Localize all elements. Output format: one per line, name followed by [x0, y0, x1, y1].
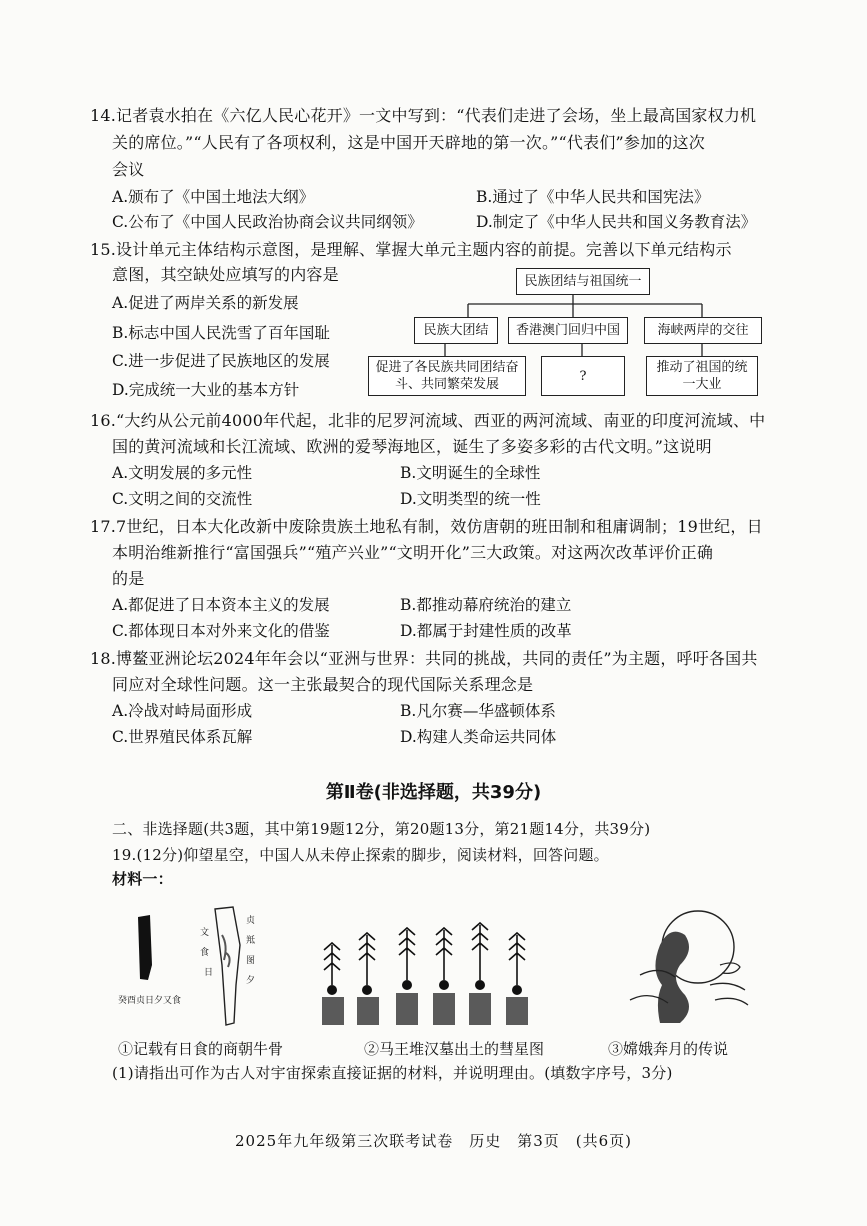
diagram-branch-1: 民族大团结: [414, 317, 498, 344]
oracle-bone-image: [118, 905, 268, 1030]
svg-text:文: 文: [200, 928, 210, 938]
q15-stem-line-1: 15.设计单元主体结构示意图，是理解、掌握大单元主题内容的前提。完善以下单元结构示: [90, 240, 732, 259]
q14-option-b[interactable]: B.通过了《中华人民共和国宪法》: [476, 188, 710, 206]
caption-oracle-bone: ①记载有日食的商朝牛骨: [118, 1040, 284, 1058]
svg-text:羝: 羝: [246, 936, 256, 946]
q17-stem-line-1: 17.7世纪，日本大化改新中废除贵族土地私有制，效仿唐朝的班田制和租庸调制；19世纪，日: [90, 517, 763, 536]
q18-option-d[interactable]: D.构建人类命运共同体: [400, 728, 557, 746]
svg-text:癸酉贞日夕又食: 癸酉贞日夕又食: [118, 996, 182, 1006]
diagram-branch-2: 香港澳门回归中国: [508, 317, 628, 344]
q18-option-b[interactable]: B.凡尔赛—华盛顿体系: [400, 702, 556, 720]
svg-text:食: 食: [200, 948, 210, 958]
caption-change: ③嫦娥奔月的传说: [608, 1040, 729, 1058]
q18-stem-line-2: 同应对全球性问题。这一主张最契合的现代国际关系理念是: [112, 675, 534, 694]
q16-option-c[interactable]: C.文明之间的交流性: [112, 490, 253, 508]
material-1-label: 材料一：: [112, 870, 173, 888]
q15-option-d[interactable]: D.完成统一大业的基本方针: [112, 381, 300, 399]
q15-stem-line-2: 意图，其空缺处应填写的内容是: [112, 265, 339, 284]
diagram-root-node: 民族团结与祖国统一: [516, 268, 650, 295]
q14-option-d[interactable]: D.制定了《中华人民共和国义务教育法》: [476, 213, 757, 231]
diagram-branch-3: 海峡两岸的交往: [644, 317, 762, 344]
diagram-leaf-2-blank: ?: [541, 356, 625, 396]
q17-stem-line-3: 的是: [112, 569, 145, 588]
diagram-leaf-1: 促进了各民族共同团结奋斗、共同繁荣发展: [368, 356, 526, 396]
q17-option-a[interactable]: A.都促进了日本资本主义的发展: [112, 596, 330, 614]
q14-stem-line-1: 14.记者袁水拍在《六亿人民心花开》一文中写到：“代表们走进了会场，坐上最高国家权力机: [90, 106, 757, 125]
page-footer: 2025年九年级第三次联考试卷 历史 第3页 (共6页): [235, 1132, 632, 1150]
q15-option-c[interactable]: C.进一步促进了民族地区的发展: [112, 352, 330, 370]
svg-text:夕: 夕: [246, 976, 256, 986]
q16-option-b[interactable]: B.文明诞生的全球性: [400, 464, 541, 482]
q14-stem-line-3: 会议: [112, 160, 145, 179]
q18-stem-line-1: 18.博鳌亚洲论坛2024年年会以“亚洲与世界：共同的挑战，共同的责任”为主题，呼吁各国共: [90, 649, 758, 668]
q17-stem-line-2: 本明治维新推行“富国强兵”“殖产兴业”“文明开化”三大政策。对这两次改革评价正确: [112, 543, 714, 562]
q14-option-c[interactable]: C.公布了《中国人民政治协商会议共同纲领》: [112, 213, 423, 231]
q17-option-d[interactable]: D.都属于封建性质的改革: [400, 622, 572, 640]
caption-comet-chart: ②马王堆汉墓出土的彗星图: [364, 1040, 545, 1058]
q16-option-d[interactable]: D.文明类型的统一性: [400, 490, 541, 508]
svg-text:日: 日: [204, 968, 214, 978]
q19-stem: 19.(12分)仰望星空，中国人从未停止探索的脚步，阅读材料，回答问题。: [112, 846, 609, 864]
change-moon-image: [600, 905, 750, 1030]
q18-option-c[interactable]: C.世界殖民体系瓦解: [112, 728, 253, 746]
q16-stem-line-2: 国的黄河流域和长江流域、欧洲的爱琴海地区，诞生了多姿多彩的古代文明。”这说明: [112, 437, 712, 456]
section-2-title: 第Ⅱ卷(非选择题，共39分): [325, 782, 542, 803]
q16-stem-line-1: 16.“大约从公元前4000年代起，北非的尼罗河流域、西亚的两河流域、南亚的印度河流域、中: [90, 411, 766, 430]
q17-option-b[interactable]: B.都推动幕府统治的建立: [400, 596, 572, 614]
section-2-heading: 二、非选择题(共3题，其中第19题12分，第20题13分，第21题14分，共39分): [112, 820, 651, 838]
q15-option-a[interactable]: A.促进了两岸关系的新发展: [112, 294, 299, 312]
diagram-leaf-3: 推动了祖国的统一大业: [646, 356, 758, 396]
q14-stem-line-2: 关的席位。”“人民有了各项权利，这是中国开天辟地的第一次。”“代表们”参加的这次: [112, 133, 705, 152]
svg-text:图: 图: [246, 956, 256, 966]
q18-option-a[interactable]: A.冷战对峙局面形成: [112, 702, 253, 720]
q15-option-b[interactable]: B.标志中国人民洗雪了百年国耻: [112, 324, 330, 342]
svg-text:贞: 贞: [246, 916, 256, 926]
q16-option-a[interactable]: A.文明发展的多元性: [112, 464, 253, 482]
q19-subquestion-1: (1)请指出可作为古人对宇宙探索直接证据的材料，并说明理由。(填数字序号，3分): [112, 1064, 673, 1082]
q14-option-a[interactable]: A.颁布了《中国土地法大纲》: [112, 188, 315, 206]
comet-chart-image: [312, 905, 562, 1030]
q17-option-c[interactable]: C.都体现日本对外来文化的借鉴: [112, 622, 330, 640]
